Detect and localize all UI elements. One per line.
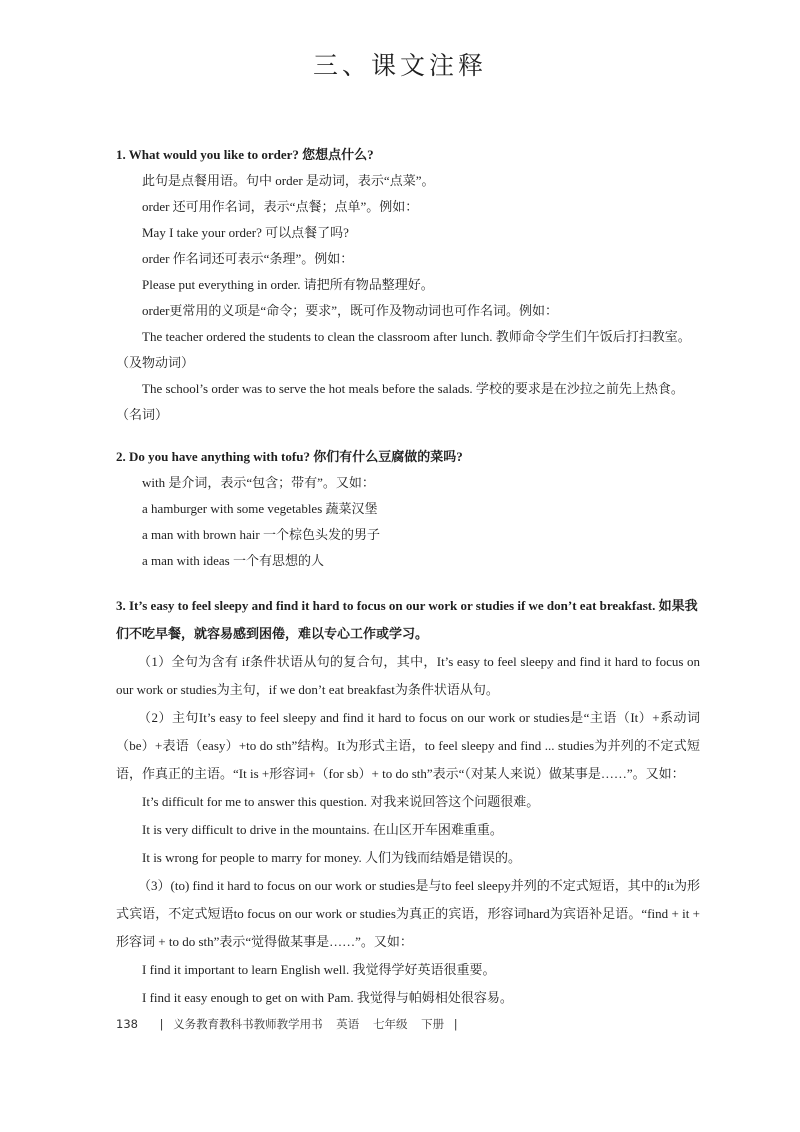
note-2 (116, 444, 700, 574)
note-2-line: a hamburger with some vegetables 蔬菜汉堡 (142, 501, 378, 516)
note-3 (116, 592, 700, 1012)
page-footer (116, 1016, 464, 1032)
note-1-line: order 还可用作名词，表示“点餐；点单”。例如： (142, 199, 419, 214)
note-3-heading: 3. It’s easy to feel sleepy and find it hard to focus on our work or studies if we don’t eat breakfast. 如果我们不吃早餐，就容易感到困倦，难以专心工作或学习。 (116, 598, 698, 641)
note-1-line: order 作名词还可表示“条理”。例如： (142, 251, 354, 266)
note-2-heading: 2. Do you have anything with tofu? 你们有什么豆腐做的菜吗? (116, 449, 463, 464)
note-3-paragraph-1: （1）全句为含有 if条件状语从句的复合句，其中，It’s easy to feel sleepy and find it hard to focus on our work or studies为主句，if we don’t eat breakfast为条件状语从句。 (116, 654, 700, 697)
note-2-line: with 是介词，表示“包含；带有”。又如： (142, 475, 375, 490)
notes-content (116, 142, 700, 1012)
note-3-paragraph-2: （2）主句It’s easy to feel sleepy and find it hard to focus on our work or studies是“主语（It）+系动词（be）+表语（easy）+to do sth”结构。It为形式主语，to feel sleepy and find ... studies为并列的不定式短语，作真正的主语。“It is +形容词+（for sb）+ to do sth”表示“（对某人来说）做某事是……”。又如： (116, 710, 700, 781)
note-1-line: order更常用的义项是“命令；要求”，既可作及物动词也可作名词。例如： (142, 303, 558, 318)
note-1-line: May I take your order? 可以点餐了吗? (142, 225, 349, 240)
note-3-example: I find it easy enough to get on with Pam. 我觉得与帕姆相处很容易。 (142, 990, 513, 1005)
note-3-paragraph-3: （3）(to) find it hard to focus on our work or studies是与to feel sleepy并列的不定式短语，其中的it为形式宾语，不定式短语to focus on our work or studies为真正的宾语，形容词hard为宾语补足语。“find + it + 形容词 + to do sth”表示“觉得做某事是……”。又如： (116, 878, 700, 949)
note-1-line: Please put everything in order. 请把所有物品整理好。 (142, 277, 434, 292)
note-1-example-2-tag: （名词） (116, 407, 169, 422)
footer-grade: 七年级 (372, 1017, 408, 1031)
note-2-line: a man with brown hair 一个棕色头发的男子 (142, 527, 380, 542)
page-number: 138 (116, 1017, 138, 1031)
note-1-example-1-tag: （及物动词） (116, 355, 195, 370)
note-2-line: a man with ideas 一个有思想的人 (142, 553, 324, 568)
page-title: 三、课文注释 (312, 51, 487, 80)
note-1-line: 此句是点餐用语。句中 order 是动词，表示“点菜”。 (142, 173, 435, 188)
note-1-example-1: The teacher ordered the students to clean the classroom after lunch. 教师命令学生们午饭后打扫教室。 (142, 329, 691, 344)
footer-separator: | (159, 1017, 164, 1031)
note-3-example: I find it important to learn English well. 我觉得学好英语很重要。 (142, 962, 496, 977)
footer-book-title: 义务教育教科书教师教学用书 (173, 1017, 323, 1031)
note-1 (116, 142, 700, 428)
footer-separator: | (453, 1017, 458, 1031)
note-1-heading: 1. What would you like to order? 您想点什么? (116, 147, 374, 162)
note-3-example: It’s difficult for me to answer this question. 对我来说回答这个问题很难。 (142, 794, 540, 809)
footer-subject: 英语 (336, 1017, 360, 1031)
note-1-example-2: The school’s order was to serve the hot meals before the salads. 学校的要求是在沙拉之前先上热食。 (142, 381, 684, 396)
footer-volume: 下册 (421, 1017, 445, 1031)
note-3-example: It is very difficult to drive in the mountains. 在山区开车困难重重。 (142, 822, 503, 837)
note-3-example: It is wrong for people to marry for money. 人们为钱而结婚是错误的。 (142, 850, 521, 865)
